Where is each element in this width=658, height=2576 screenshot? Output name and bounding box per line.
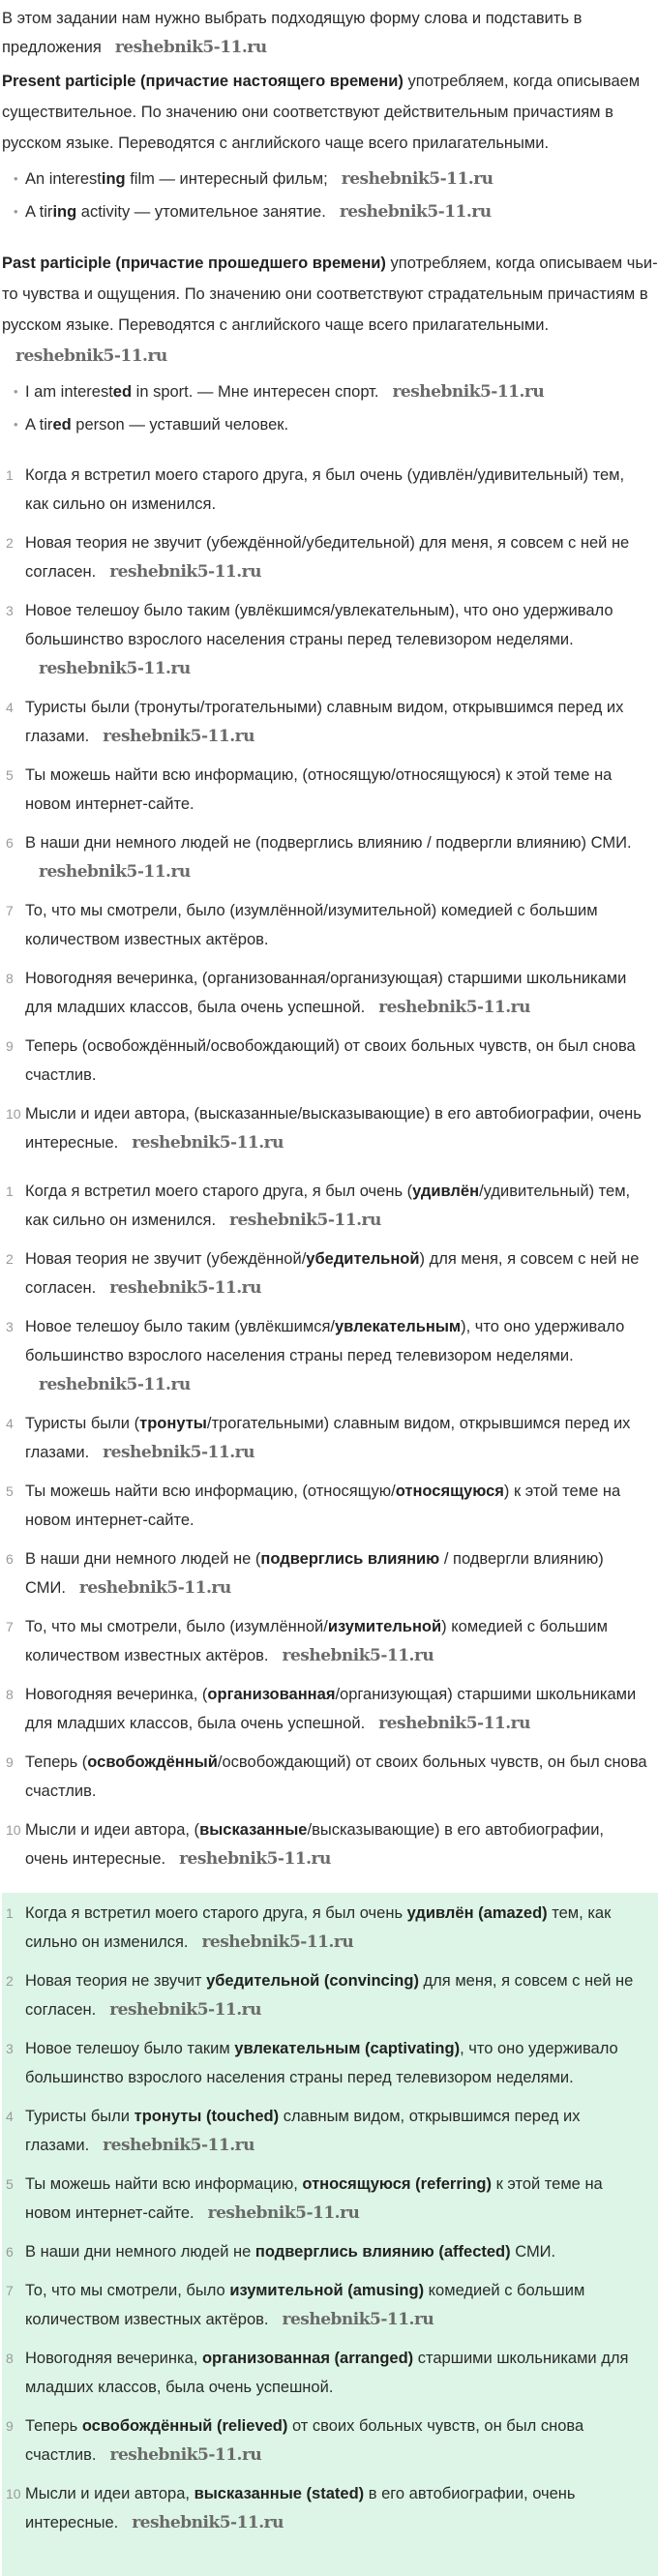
item-number: 9 [6,2418,14,2434]
watermark: reshebnik5-11.ru [229,1211,381,1230]
past-participle-rule [2,248,658,372]
present-examples [14,163,658,228]
text-segment: / подвергли влиянию) СМИ. [25,1550,604,1597]
watermark: reshebnik5-11.ru [109,2000,261,2020]
watermark: reshebnik5-11.ru [339,202,492,222]
list-item [2,461,658,519]
text-segment: от своих больных чувств, он был снова счастлив. [25,2417,584,2464]
answers-list [2,1893,658,2576]
list-item [2,1409,658,1467]
example-item [14,375,658,408]
item-number: 10 [6,1822,21,1838]
list-item [2,1177,658,1235]
text-segment: Мысли и идеи автора, [25,2485,194,2502]
text-segment: В наши дни немного людей не ( [25,1550,261,1568]
past-examples [14,375,658,441]
intro-text [2,4,658,62]
text-segment: Новое телешоу было таким (увлёкшимся/ [25,1318,335,1335]
watermark: reshebnik5-11.ru [78,1578,231,1598]
text-segment: Туристы были [25,2108,135,2125]
text-segment: В наши дни немного людей не [25,2243,255,2261]
watermark: reshebnik5-11.ru [103,2136,254,2155]
text-segment: Теперь [25,2417,82,2435]
text-segment: СМИ. [510,2243,556,2261]
highlighted-word: относящуюся (referring) [302,2175,492,2193]
intro-sentence: В этом задании нам нужно выбрать подходящую форму слова и подставить в предложения [2,10,583,56]
item-number: 1 [6,1183,14,1199]
list-item [2,1032,658,1090]
text-segment: Новое телешоу было таким (увлёкшимся/увлекательным), что оно удерживало большинство взрослого населения страны перед телевизором неделями. [25,602,613,648]
watermark: reshebnik5-11.ru [179,1849,331,1869]
text-segment: Когда я встретил моего старого друга, я был очень (удивлён/удивительный) тем, как сильно он изменился. [25,466,625,513]
item-number: 4 [6,2109,14,2124]
item-number: 2 [6,1251,14,1267]
text-segment: ) комедией с большим количеством известных актёров. [25,1618,608,1664]
list-item [2,2237,658,2266]
text-segment: комедией с большим количеством известных актёров. [25,2282,585,2328]
highlighted-word: изумительной [327,1618,442,1635]
text-segment: /удивительный) тем, как сильно он изменился. [25,1183,631,1229]
list-item [2,2276,658,2334]
watermark: reshebnik5-11.ru [282,2310,434,2329]
text-segment: film — интересный фильм; [125,170,328,188]
watermark: reshebnik5-11.ru [378,1714,530,1733]
item-number: 5 [6,2176,14,2192]
list-item [2,1244,658,1303]
highlighted-word: подверглись влиянию [260,1550,440,1568]
highlighted-word: увлекательным (captivating) [234,2040,461,2057]
text-segment: для меня, я совсем с ней не согласен. [25,1972,634,2019]
item-number: 4 [6,1416,14,1431]
item-number: 8 [6,2351,14,2366]
highlighted-word: убедительной (convincing) [206,1972,419,1990]
watermark: reshebnik5-11.ru [282,1646,434,1665]
highlighted-word: удивлён [412,1183,480,1200]
text-segment: Мысли и идеи автора, ( [25,1821,200,1839]
text-segment: Когда я встретил моего старого друга, я был очень ( [25,1183,413,1200]
text-segment: /освобождающий) от своих больных чувств, он был снова счастлив. [25,1753,647,1800]
item-number: 7 [6,2283,14,2298]
questions-list [2,461,658,1177]
list-item [2,761,658,819]
item-number: 6 [6,2244,14,2260]
list-item [2,1099,658,1157]
text-segment: То, что мы смотрели, было (изумлённой/изумительной) комедией с большим количеством известных актёров. [25,902,598,948]
watermark: reshebnik5-11.ru [378,998,530,1017]
text-segment: Теперь ( [25,1753,88,1771]
list-item [2,1815,658,1873]
item-number: 5 [6,767,14,783]
list-item [2,596,658,683]
item-number: 2 [6,1973,14,1989]
item-number: 8 [6,971,14,986]
watermark: reshebnik5-11.ru [109,1278,261,1298]
highlighted-word: изумительной (amusing) [229,2282,425,2299]
list-item [2,1680,658,1738]
item-number: 3 [6,603,14,618]
highlighted-word: освобождённый (relieved) [81,2417,288,2435]
watermark: reshebnik5-11.ru [103,727,254,746]
choices-list [2,1177,658,1893]
text-segment: I am interest [25,383,113,401]
text-segment: Новая теория не звучит [25,1972,207,1990]
list-item [2,1899,658,1957]
text-segment: Новогодняя вечеринка, (организованная/организующая) старшими школьниками для младших классов, была очень успешной. [25,970,627,1016]
item-number: 9 [6,1038,14,1054]
text-segment: Ты можешь найти всю информацию, (относящую/относящуюся) к этой теме на новом интернет-сайте. [25,766,613,813]
text-segment: , что оно удерживало большинство взрослого населения страны перед телевизором неделями. [25,2040,618,2086]
highlighted-word: убедительной [306,1250,420,1268]
item-number: 4 [6,700,14,715]
highlighted-word: ing [52,203,77,221]
text-segment: То, что мы смотрели, было (изумлённой/ [25,1618,328,1635]
list-item [2,1544,658,1603]
text-segment: Мысли и идеи автора, (высказанные/высказывающие) в его автобиографии, очень интересные. [25,1105,642,1152]
watermark: reshebnik5-11.ru [207,2203,360,2223]
text-segment: A tir [25,203,53,221]
text-segment: Туристы были (тронуты/трогательными) славным видом, открывшимся перед их глазами. [25,699,624,745]
watermark: reshebnik5-11.ru [114,38,267,57]
text-segment: В наши дни немного людей не (подверглись влиянию / подвергли влиянию) СМИ. [25,834,632,852]
watermark: reshebnik5-11.ru [39,862,191,882]
text-segment: ) к этой теме на новом интернет-сайте. [25,1483,621,1529]
text-segment: старшими школьниками для младших классов, была очень успешной. [25,2350,629,2396]
text-segment: person — уставший человек. [71,416,289,434]
watermark: reshebnik5-11.ru [109,562,261,582]
item-number: 2 [6,535,14,551]
text-segment: /организующая) старшими школьниками для младших классов, была очень успешной. [25,1686,637,1732]
highlighted-word: удивлён (amazed) [406,1904,548,1922]
highlighted-word: ed [52,416,72,434]
item-number: 7 [6,1619,14,1634]
example-item [14,408,658,441]
item-number: 6 [6,1551,14,1567]
list-item [2,528,658,586]
text-segment: A tir [25,416,53,434]
rule-text: употребляем, когда описываем чьи-то чувства и ощущения. По значению они соответствуют страдательным причастиям в русском языке. Переводятся с английского чаще всего прилагательными. [2,255,658,334]
rule-title: Past participle (причастие прошедшего времени) [2,255,386,272]
item-number: 1 [6,1905,14,1921]
item-number: 8 [6,1687,14,1702]
item-number: 1 [6,467,14,483]
text-segment: An interest [25,170,102,188]
item-number: 10 [6,1106,21,1122]
text-segment: in sport. — Мне интересен спорт. [132,383,379,401]
highlighted-word: ed [112,383,133,401]
example-item [14,195,658,228]
watermark: reshebnik5-11.ru [109,2445,262,2465]
list-item [2,964,658,1022]
highlighted-word: освобождённый [87,1753,218,1771]
text-segment: Теперь (освобождённый/освобождающий) от своих больных чувств, он был снова счастлив. [25,1037,636,1084]
watermark: reshebnik5-11.ru [132,1133,284,1153]
highlighted-word: организованная (arranged) [201,2350,414,2367]
list-item [2,2034,658,2092]
highlighted-word: увлекательным [335,1318,462,1335]
watermark: reshebnik5-11.ru [39,659,191,678]
item-number: 3 [6,2041,14,2056]
list-item [2,2170,658,2228]
watermark: reshebnik5-11.ru [15,346,167,366]
text-segment: ), что оно удерживало большинство взрослого населения страны перед телевизором неделями. [25,1318,625,1364]
list-item [2,828,658,886]
rule-text: употребляем, когда описываем существительное. По значению они соответствуют действительным причастиям в русском языке. Переводятся с английского чаще всего прилагательными. [2,73,641,152]
example-item [14,163,658,195]
list-item [2,2411,658,2470]
list-item [2,2479,658,2537]
watermark: reshebnik5-11.ru [392,382,545,402]
list-item [2,1612,658,1670]
text-segment: Новогодняя вечеринка, [25,2350,202,2367]
text-segment: в его автобиографии, очень интересные. [25,2485,576,2531]
list-item [2,2102,658,2160]
text-segment: Ты можешь найти всю информацию, [25,2175,303,2193]
list-item [2,1312,658,1399]
rule-title: Present participle (причастие настоящего времени) [2,73,404,90]
text-segment: тем, как сильно он изменился. [25,1904,612,1951]
present-participle-rule [2,66,658,159]
list-item [2,2344,658,2402]
watermark: reshebnik5-11.ru [103,1443,254,1462]
watermark: reshebnik5-11.ru [201,1932,354,1952]
highlighted-word: тронуты [139,1415,207,1432]
highlighted-word: ing [101,170,126,188]
text-segment: славным видом, открывшимся перед их глазами. [25,2108,581,2154]
watermark: reshebnik5-11.ru [39,1375,191,1394]
text-segment: Новое телешоу было таким [25,2040,235,2057]
item-number: 10 [6,2486,21,2501]
watermark: reshebnik5-11.ru [132,2513,284,2532]
list-item [2,1748,658,1806]
text-segment: То, что мы смотрели, было [25,2282,230,2299]
text-segment: /высказывающие) в его автобиографии, очень интересные. [25,1821,604,1868]
item-number: 9 [6,1754,14,1770]
text-segment: Когда я встретил моего старого друга, я был очень [25,1904,407,1922]
list-item [2,1966,658,2024]
item-number: 6 [6,835,14,851]
item-number: 5 [6,1483,14,1499]
highlighted-word: относящуюся [395,1483,504,1500]
list-item [2,896,658,954]
text-segment: к этой теме на новом интернет-сайте. [25,2175,603,2222]
text-segment: Новая теория не звучит (убеждённой/убедительной) для меня, я совсем с ней не согласен. [25,534,630,581]
list-item [2,1477,658,1535]
text-segment: Новая теория не звучит (убеждённой/ [25,1250,307,1268]
text-segment: Туристы были ( [25,1415,140,1432]
highlighted-word: тронуты (touched) [134,2108,280,2125]
list-item [2,693,658,751]
text-segment: /трогательными) славным видом, открывшимся перед их глазами. [25,1415,631,1461]
highlighted-word: подверглись влиянию (affected) [254,2243,511,2261]
text-segment: activity — утомительное занятие. [76,203,326,221]
highlighted-word: высказанные [199,1821,308,1839]
watermark: reshebnik5-11.ru [341,169,494,189]
item-number: 3 [6,1319,14,1334]
text-segment: ) для меня, я совсем с ней не согласен. [25,1250,640,1297]
text-segment: Ты можешь найти всю информацию, (относящую/ [25,1483,396,1500]
highlighted-word: организованная [207,1686,336,1703]
highlighted-word: высказанные (stated) [194,2485,365,2502]
item-number: 7 [6,903,14,918]
text-segment: Новогодняя вечеринка, ( [25,1686,208,1703]
